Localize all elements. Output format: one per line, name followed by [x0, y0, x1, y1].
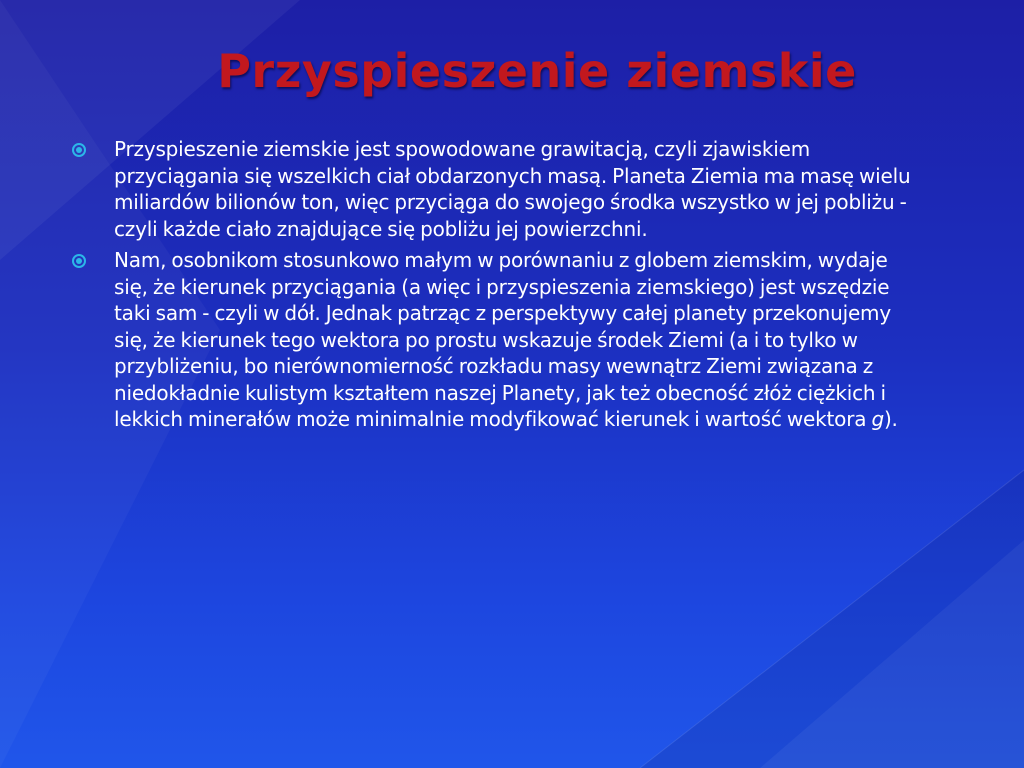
bullet-item [72, 136, 922, 242]
bullet-text: Przyspieszenie ziemskie jest spowodowane grawitacją, czyli zjawiskiem przyciągania się wszelkich ciał obdarzonych masą. Planeta Ziemia ma masę wielu miliardów bilionów ton, więc przyciąga do swojego środka wszystko w jej pobliżu - czyli każde ciało znajdujące się pobliżu jej powierzchni. [114, 137, 911, 241]
slide-title: Przyspieszenie ziemskie [217, 44, 857, 98]
bullet-text [114, 247, 922, 433]
bullet-circle-icon [72, 143, 86, 157]
bullet-circle-icon [72, 254, 86, 268]
bullet-text-end: ). [883, 407, 898, 431]
bullet-text-main: Nam, osobnikom stosunkowo małym w porównaniu z globem ziemskim, wydaje się, że kierunek przyciągania (a więc i przyspieszenia ziemskiego) jest wszędzie taki sam - czyli w dół. Jednak patrząc z perspektywy całej planety przekonujemy się, że kierunek tego wektora po prostu wskazuje środek Ziemi (a i to tylko w przybliżeniu, bo nierównomierność rozkładu masy wewnątrz Ziemi związana z niedokładnie kulistym kształtem naszej Planety, jak też obecność złóż ciężkich i lekkich minerałów może minimalnie modyfikować kierunek i wartość wektora [114, 248, 891, 431]
bullet-item [72, 247, 922, 433]
bullet-list [72, 136, 922, 438]
vector-symbol: g [871, 407, 884, 431]
